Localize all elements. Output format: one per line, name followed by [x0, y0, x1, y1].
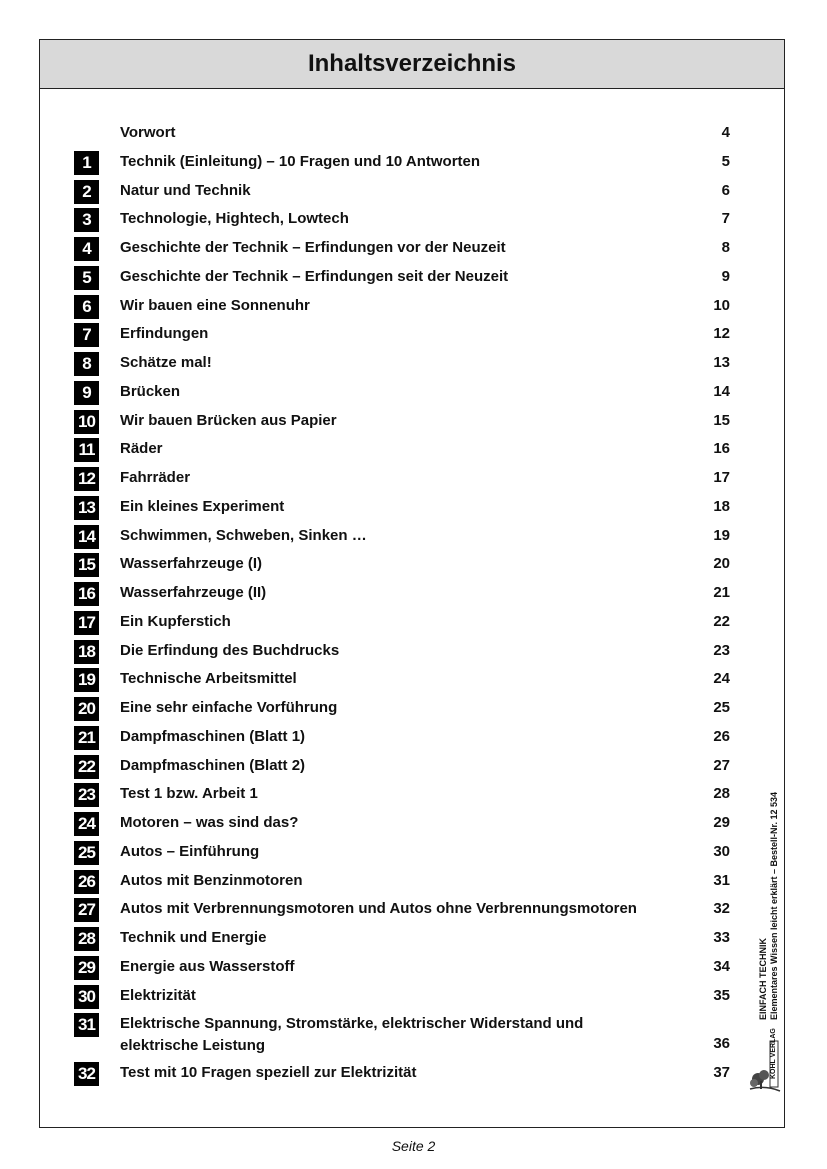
chapter-title: Dampfmaschinen (Blatt 2): [120, 756, 306, 774]
chapter-number-badge: 11: [74, 438, 99, 462]
series-name: EINFACH TECHNIK: [758, 937, 768, 1020]
toc-entry: [40, 525, 784, 549]
page-ref: 24: [713, 670, 730, 688]
chapter-title: Geschichte der Technik – Erfindungen vor der Neuzeit: [120, 239, 506, 256]
chapter-title: Elektrische Spannung, Stromstärke, elektrischer Widerstand und elektrische Leistung: [120, 1015, 584, 1055]
chapter-number-badge: 17: [74, 611, 99, 635]
page-ref: 15: [713, 411, 730, 429]
page-number: Seite 2: [391, 1138, 436, 1154]
toc-entry: [40, 381, 784, 405]
chapter-number-badge: 29: [74, 956, 99, 980]
page-ref: 14: [713, 382, 730, 400]
toc-entry: [40, 323, 784, 347]
chapter-number-badge: 6: [74, 295, 99, 319]
page-ref: 8: [721, 239, 730, 256]
page-ref: 5: [721, 152, 730, 170]
page-ref: 23: [713, 641, 730, 659]
toc-entry: [40, 151, 784, 175]
toc-entry: [40, 237, 784, 261]
page-frame: [39, 39, 785, 1128]
page-ref: 7: [721, 210, 730, 228]
page-ref: 37: [713, 1064, 730, 1081]
toc-entry: [40, 985, 784, 1009]
toc-entry: [40, 266, 784, 290]
chapter-title: Technik (Einleitung) – 10 Fragen und 10 Antworten: [120, 152, 481, 170]
series-subtitle: Elementares Wissen leicht erklärt – Bestell-Nr. 12 534: [769, 791, 779, 1020]
chapter-title: Wasserfahrzeuge (II): [120, 584, 267, 601]
chapter-number-badge: 2: [74, 180, 99, 204]
toc-entry: [40, 553, 784, 577]
page-ref: 33: [713, 929, 730, 946]
chapter-number-badge: 3: [74, 208, 99, 232]
page-ref: 30: [713, 842, 730, 860]
page-ref: 16: [713, 440, 730, 458]
toc-entry: [40, 180, 784, 204]
page-ref: 32: [713, 900, 730, 918]
chapter-number-badge: 19: [74, 668, 99, 692]
chapter-number-badge: 5: [74, 266, 99, 290]
chapter-number-badge: 24: [74, 812, 99, 836]
chapter-title: Brücken: [120, 382, 181, 400]
chapter-number-badge: 25: [74, 841, 99, 865]
toc-entry: [40, 467, 784, 491]
chapter-number-badge: 27: [74, 898, 99, 922]
chapter-number-badge: 16: [74, 582, 99, 606]
chapter-number-badge: 18: [74, 640, 99, 664]
toc-entry: [40, 783, 784, 807]
toc-entry: [40, 582, 784, 606]
chapter-title: Schätze mal!: [120, 354, 212, 371]
chapter-title: Wir bauen Brücken aus Papier: [120, 411, 337, 429]
page-ref: 25: [713, 699, 730, 716]
chapter-number-badge: 23: [74, 783, 99, 807]
toc-entry: [40, 640, 784, 664]
page-ref: 20: [713, 555, 730, 573]
toc-entry: [40, 812, 784, 836]
toc-entry: [40, 410, 784, 434]
publisher-logo: [748, 1028, 782, 1093]
chapter-number-badge: 8: [74, 352, 99, 376]
publisher-name: KOHL VERLAG: [770, 1028, 777, 1079]
toc-entry: [40, 496, 784, 520]
chapter-title: Ein Kupferstich: [120, 612, 231, 630]
toc-entry: [40, 352, 784, 376]
chapter-title: Erfindungen: [120, 325, 209, 343]
chapter-number-badge: 4: [74, 237, 99, 261]
chapter-title: Wasserfahrzeuge (I): [120, 555, 262, 573]
toc-entry: [40, 611, 784, 635]
chapter-title: Autos – Einführung: [120, 842, 260, 860]
chapter-title: Dampfmaschinen (Blatt 1): [120, 727, 306, 745]
page-ref: 19: [713, 526, 730, 544]
toc-entry: [40, 755, 784, 779]
page-ref: 29: [713, 814, 730, 831]
chapter-title: Die Erfindung des Buchdrucks: [120, 641, 340, 659]
chapter-number-badge: 30: [74, 985, 99, 1009]
page-ref: 27: [713, 756, 730, 774]
chapter-number-badge: 14: [74, 525, 99, 549]
toc-entry: [40, 697, 784, 721]
chapter-title: Vorwort: [120, 124, 176, 141]
page-ref: 31: [713, 871, 730, 889]
chapter-number-badge: 15: [74, 553, 99, 577]
page-ref: 13: [713, 354, 730, 371]
chapter-title: Geschichte der Technik – Erfindungen seit der Neuzeit: [120, 267, 509, 285]
chapter-title: Technik und Energie: [120, 929, 267, 946]
page-ref: 18: [713, 497, 730, 515]
page-ref: 17: [713, 469, 730, 486]
page-ref: 12: [713, 325, 730, 343]
chapter-number-badge: 13: [74, 496, 99, 520]
chapter-title: Elektrizität: [120, 986, 196, 1004]
chapter-title: Technische Arbeitsmittel: [120, 670, 297, 688]
chapter-title: Autos mit Benzinmotoren: [120, 871, 303, 889]
toc-entry: [40, 841, 784, 865]
chapter-title: Ein kleines Experiment: [120, 497, 285, 515]
page-ref: 6: [721, 181, 730, 199]
page-ref: 22: [713, 612, 730, 630]
chapter-number-badge: 32: [74, 1062, 99, 1086]
chapter-title: Räder: [120, 440, 163, 458]
chapter-title: Wir bauen eine Sonnenuhr: [120, 296, 310, 314]
page-ref: 36: [713, 1035, 730, 1053]
chapter-number-badge: 12: [74, 467, 99, 491]
chapter-number-badge: 22: [74, 755, 99, 779]
toc-entry: [40, 1062, 784, 1086]
toc-entry: [40, 438, 784, 462]
chapter-number-badge: 31: [74, 1013, 99, 1037]
page-ref: 26: [713, 727, 730, 745]
chapter-title: Test 1 bzw. Arbeit 1: [120, 785, 258, 803]
page-ref: 4: [721, 124, 730, 141]
chapter-number-badge: 20: [74, 697, 99, 721]
chapter-title: Fahrräder: [120, 469, 191, 486]
chapter-title: Energie aus Wasserstoff: [120, 957, 295, 975]
page-ref: 21: [713, 584, 730, 601]
chapter-title: Technologie, Hightech, Lowtech: [120, 210, 349, 228]
page-ref: 28: [713, 785, 730, 803]
chapter-number-badge: 10: [74, 410, 99, 434]
page-ref: 34: [713, 957, 730, 975]
chapter-title: Schwimmen, Schweben, Sinken …: [120, 526, 367, 544]
toc-entry: [40, 208, 784, 232]
chapter-title: Eine sehr einfache Vorführung: [120, 699, 338, 716]
page-ref: 10: [713, 296, 730, 314]
chapter-title: Test mit 10 Fragen speziell zur Elektrizität: [120, 1064, 417, 1081]
toc-entry: [40, 726, 784, 750]
chapter-number-badge: 21: [74, 726, 99, 750]
chapter-title: Motoren – was sind das?: [120, 814, 299, 831]
toc-entry: [40, 956, 784, 980]
chapter-number-badge: 1: [74, 151, 99, 175]
chapter-number-badge: 28: [74, 927, 99, 951]
imprint-text: [758, 760, 786, 1020]
toc-entry: [40, 898, 784, 922]
toc-entry: [40, 295, 784, 319]
chapter-number-badge: 7: [74, 323, 99, 347]
toc-entry: [40, 870, 784, 894]
chapter-title: Autos mit Verbrennungsmotoren und Autos ohne Verbrennungsmotoren: [120, 900, 637, 918]
toc-entry: [40, 668, 784, 692]
toc-entry: [40, 927, 784, 951]
page-ref: 35: [713, 986, 730, 1004]
page-ref: 9: [721, 267, 730, 285]
page-title: Inhaltsverzeichnis: [40, 40, 784, 89]
chapter-title: Natur und Technik: [120, 181, 251, 199]
toc-entry: [40, 122, 784, 146]
chapter-number-badge: 26: [74, 870, 99, 894]
chapter-number-badge: 9: [74, 381, 99, 405]
